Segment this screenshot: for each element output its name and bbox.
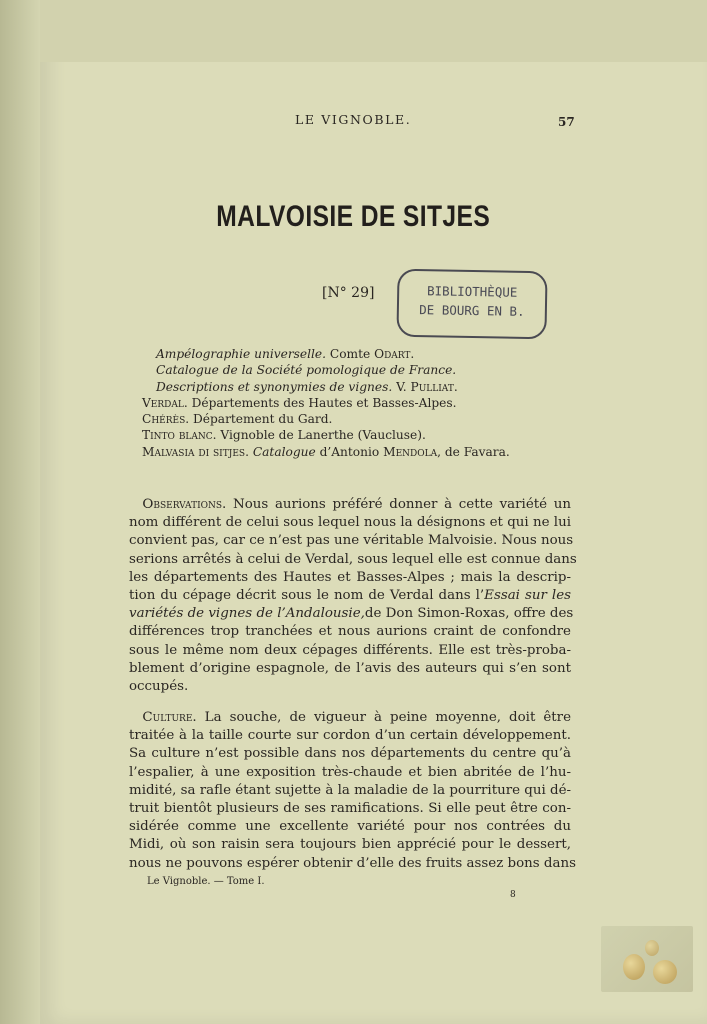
stamp-line-2: DE BOURG EN B. <box>419 302 525 319</box>
paragraph-line: traitée à la taille courte sur cordon d’un certain développement. <box>129 728 571 744</box>
paragraph-line: différences trop tranchées et nous aurions craint de confondre <box>129 624 571 640</box>
paragraph-line: l’espalier, à une exposition très-chaude et bien abritée de l’hu- <box>129 764 571 780</box>
paragraph-line: les départements des Hautes et Basses-Alpes ; mais la descrip- <box>129 569 571 585</box>
fruit-icon <box>653 960 677 984</box>
paragraph-line: blement d’origine espagnole, de l’avis des auteurs qui s’en sont <box>129 660 571 676</box>
paragraph-line: Midi, où son raisin sera toujours bien apprécié pour le dessert, <box>129 837 571 853</box>
paragraph-line: nous ne pouvons espérer obtenir d’elle des fruits assez bons dans <box>129 855 576 871</box>
reference-item: Verdal. Départements des Hautes et Basses-Alpes. <box>142 395 457 410</box>
footer-volume: Le Vignoble. — Tome I. <box>147 876 265 887</box>
observations-paragraph <box>129 496 577 696</box>
paragraph-line: midité, sa rafle étant sujette à la maladie de la pourriture qui dé- <box>129 782 572 798</box>
paragraph-line: sidérée comme une excellente variété pour nos contrées du <box>129 819 571 835</box>
stamp-line-1: BIBLIOTHÈQUE <box>426 283 518 300</box>
paragraph-line: Sa culture n’est possible dans nos départements du centre qu’à <box>129 746 571 762</box>
reference-item: Malvasia di sitjes. Catalogue d’Antonio Mendola, de Favara. <box>142 444 510 459</box>
footer-signature: 8 <box>510 890 516 900</box>
fruit-thumbnail-image <box>601 926 693 992</box>
paragraph-line: tion du cépage décrit sous le nom de Verdal dans l’Essai sur les <box>129 588 572 604</box>
book-gutter <box>0 0 40 1024</box>
reference-item: Chérès. Département du Gard. <box>142 412 333 427</box>
fruit-icon <box>623 954 645 980</box>
paragraph-line: occupés. <box>129 679 189 695</box>
page-number: 57 <box>558 115 575 129</box>
reference-item: Ampélographie universelle. Comte Odart. <box>156 347 415 361</box>
paragraph-line: serions arrêtés à celui de Verdal, sous lequel elle est connue dans <box>129 551 577 567</box>
library-stamp <box>396 269 547 340</box>
paragraph-line: Culture. La souche, de vigueur à peine moyenne, doit être <box>142 710 571 725</box>
paragraph-line: sous le même nom deux cépages différents. Elle est très-proba- <box>129 642 571 658</box>
references-list <box>142 346 510 460</box>
paragraph-line: truit bientôt plusieurs de ses ramifications. Si elle peut être con- <box>129 801 571 817</box>
variety-number: [N° 29] <box>322 285 375 301</box>
reference-item: Descriptions et synonymies de vignes. V. Pulliat. <box>156 379 458 394</box>
paragraph-line: nom différent de celui sous lequel nous la désignons et qui ne lui <box>129 515 571 531</box>
paragraph-line: convient pas, car ce n’est pas une véritable Malvoisie. Nous nous <box>129 533 574 549</box>
fruit-icon <box>645 940 659 956</box>
page-title: MALVOISIE DE SITJES <box>216 200 491 233</box>
paragraph-line: Observations. Nous aurions préféré donner à cette variété un <box>142 497 571 512</box>
page-top-band <box>40 0 707 62</box>
running-title: LE VIGNOBLE. <box>295 112 412 127</box>
reference-item: Catalogue de la Société pomologique de France. <box>156 363 457 378</box>
paragraph-line: variétés de vignes de l’Andalousie,de Don Simon-Roxas, offre des <box>129 606 574 622</box>
culture-paragraph <box>129 709 576 873</box>
reference-item: Tinto blanc. Vignoble de Lanerthe (Vaucluse). <box>142 428 426 443</box>
